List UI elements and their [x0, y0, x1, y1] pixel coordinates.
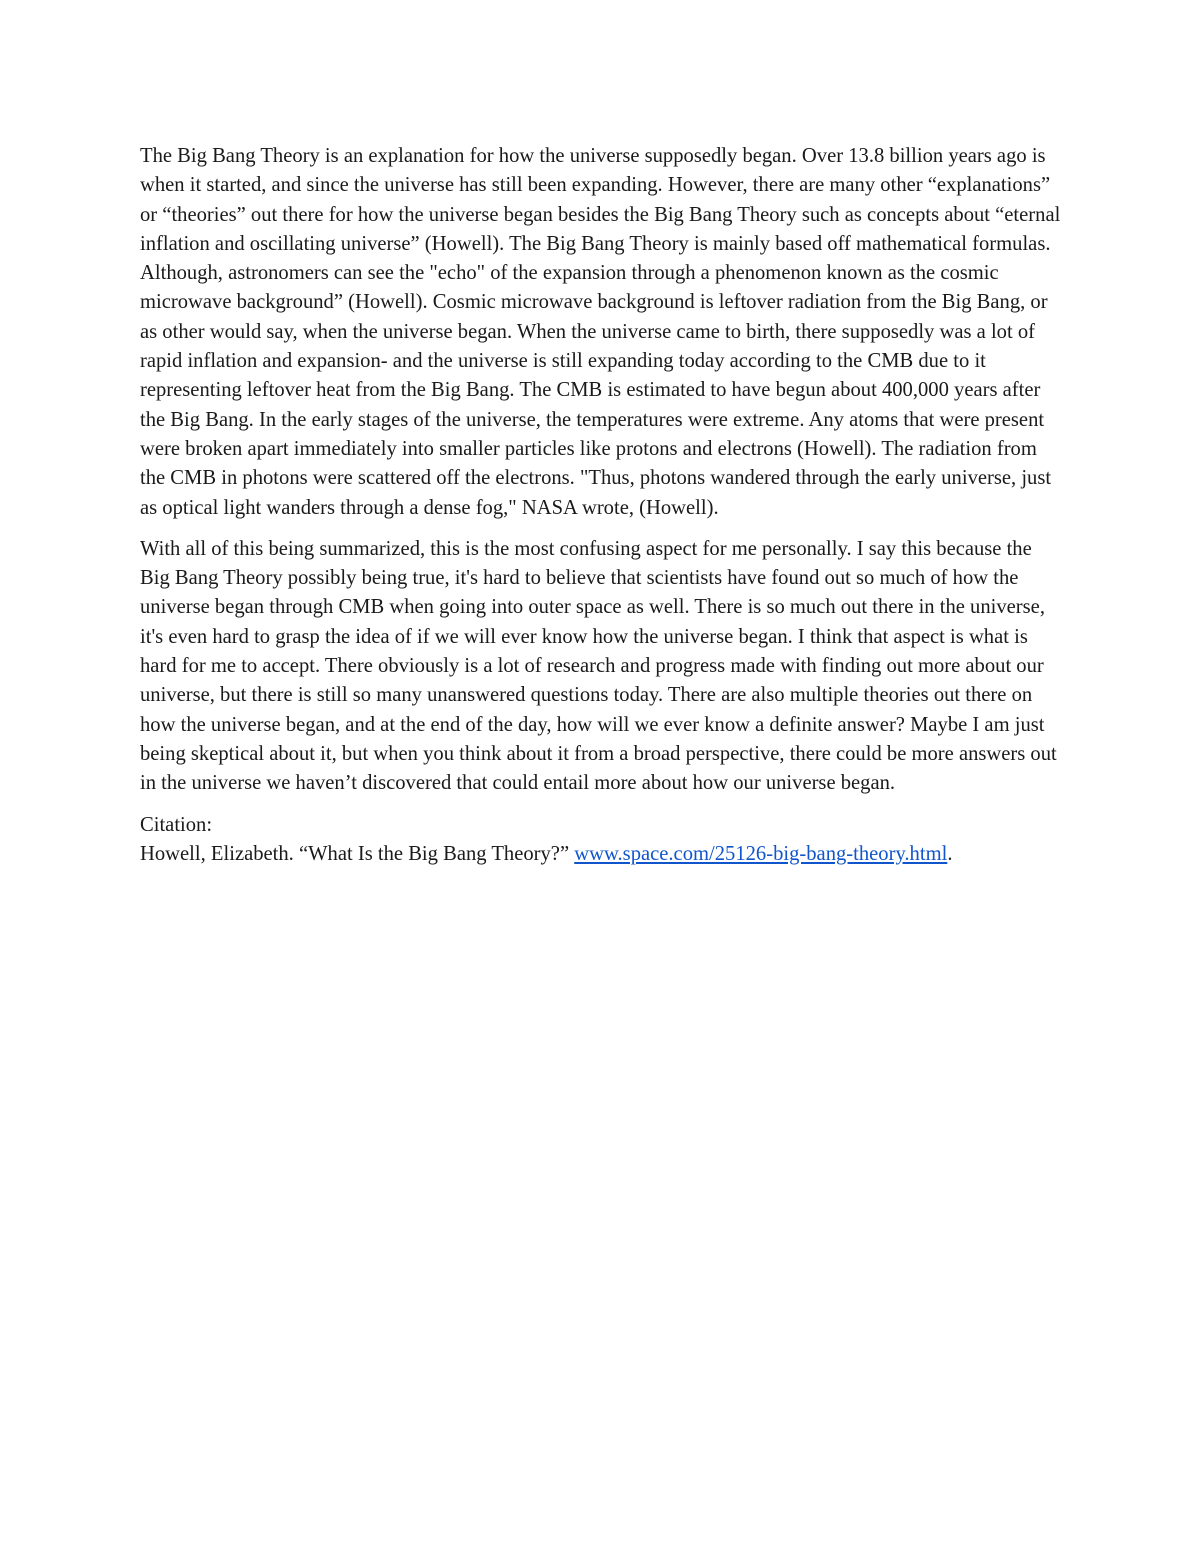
paragraph-reflection: With all of this being summarized, this is the most confusing aspect for me personally. I say this because the Big Bang Theory possibly being true, it's hard to believe that scientists have found out so much of how the universe began through CMB when going into outer space as well. There is so much out there in the universe, it's even hard to grasp the idea of if we will ever know how the universe began. I think that aspect is what is hard for me to accept. There obviously is a lot of research and progress made with finding out more about our universe, but there is still so many unanswered questions today. There are also multiple theories out there on how the universe began, and at the end of the day, how will we ever know a definite answer? Maybe I am just being skeptical about it, but when you think about it from a broad perspective, there could be more answers out in the universe we haven’t discovered that could entail more about how our universe began. [140, 537, 1057, 795]
citation-link[interactable]: www.space.com/25126-big-bang-theory.html [574, 842, 948, 865]
citation-trailing-period: . [947, 842, 953, 865]
citation-entry [140, 840, 1065, 869]
citation-block [140, 811, 1065, 870]
paragraph-summary: The Big Bang Theory is an explanation for how the universe supposedly began. Over 13.8 billion years ago is when it started, and since the universe has still been expanding. However, there are many other “explanations” or “theories” out there for how the universe began besides the Big Bang Theory such as concepts about “eternal inflation and oscillating universe” (Howell). The Big Bang Theory is mainly based off mathematical formulas. Although, astronomers can see the "echo" of the expansion through a phenomenon known as the cosmic microwave background” (Howell). Cosmic microwave background is leftover radiation from the Big Bang, or as other would say, when the universe began. When the universe came to birth, there supposedly was a lot of rapid inflation and expansion- and the universe is still expanding today according to the CMB due to it representing leftover heat from the Big Bang. The CMB is estimated to have begun about 400,000 years after the Big Bang. In the early stages of the universe, the temperatures were extreme. Any atoms that were present were broken apart immediately into smaller particles like protons and electrons (Howell). The radiation from the CMB in photons were scattered off the electrons. "Thus, photons wandered through the early universe, just as optical light wanders through a dense fog," NASA wrote, (Howell). [140, 145, 1061, 519]
citation-text: Howell, Elizabeth. “What Is the Big Bang Theory?” [140, 842, 575, 865]
document-page [140, 142, 1065, 869]
citation-label: Citation: [140, 813, 213, 836]
